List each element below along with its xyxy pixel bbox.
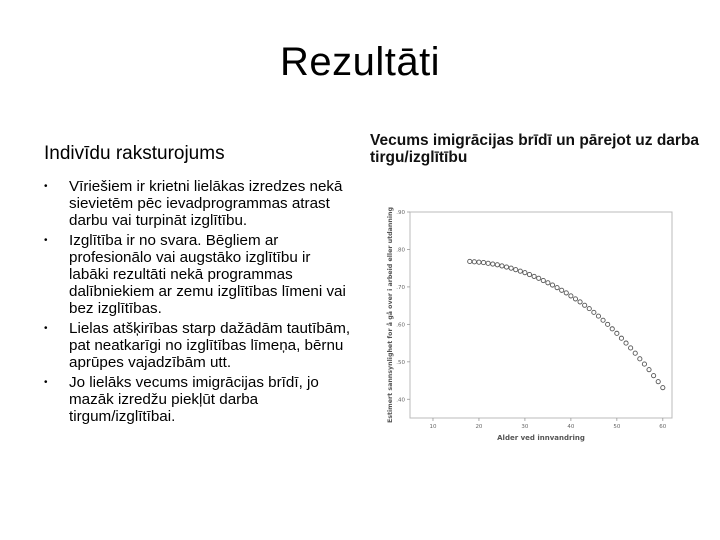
bullet-icon: • [44, 377, 48, 388]
x-tick-label: 50 [613, 424, 621, 430]
chart-heading: Vecums imigrācijas brīdī un pārejot uz darba tirgu/izglītību [370, 132, 700, 166]
data-point [527, 272, 531, 276]
data-point [642, 362, 646, 366]
data-point [564, 291, 568, 295]
data-point [592, 310, 596, 314]
data-point [615, 331, 619, 335]
data-point [661, 386, 665, 390]
data-point [638, 357, 642, 361]
list-item [44, 178, 354, 229]
data-point [629, 346, 633, 350]
x-tick-label: 30 [521, 424, 529, 430]
bullet-text: Lielas atšķirības starp dažādām tautībām, pat neatkarīgi no izglītības līmeņa, bērnu aprūpes vajadzībām utt. [69, 320, 351, 371]
data-point [573, 297, 577, 301]
data-point [578, 300, 582, 304]
data-point [514, 268, 518, 272]
bullet-icon: • [44, 181, 48, 192]
scatter-chart [380, 202, 680, 452]
data-point [500, 264, 504, 268]
data-point [633, 351, 637, 355]
x-tick-label: 10 [429, 424, 437, 430]
data-point [532, 274, 536, 278]
data-point [587, 307, 591, 311]
data-point [518, 269, 522, 273]
data-point [523, 271, 527, 275]
data-point [596, 314, 600, 318]
x-tick-label: 40 [567, 424, 575, 430]
data-point [569, 294, 573, 298]
bullet-icon: • [44, 235, 48, 246]
data-point [555, 286, 559, 290]
data-point [606, 322, 610, 326]
bullet-text: Jo lielāks vecums imigrācijas brīdī, jo mazāk izredžu piekļūt darba tirgum/izglītībai. [69, 374, 319, 425]
data-point [546, 281, 550, 285]
data-point [583, 303, 587, 307]
data-point [619, 336, 623, 340]
bullet-text: Vīriešiem ir krietni lielākas izredzes nekā sievietēm pēc ievadprogrammas atrast darbu vai turpināt izglītību. [69, 178, 343, 229]
x-axis-label: Alder ved innvandring [497, 434, 585, 442]
bullet-list [44, 178, 354, 428]
bullet-icon: • [44, 323, 48, 334]
x-tick-label: 60 [659, 424, 667, 430]
y-tick-label: .50 [396, 359, 405, 366]
y-tick-label: .80 [396, 247, 405, 254]
data-point [647, 368, 651, 372]
data-point [468, 259, 472, 263]
data-point [495, 263, 499, 267]
x-tick-label: 20 [475, 424, 483, 430]
left-heading: Indivīdu raksturojums [44, 143, 225, 164]
list-item [44, 232, 354, 317]
y-axis-label: Estimert sannsynlighet for å gå over i arbeid eller utdanning [387, 206, 394, 424]
data-point [537, 276, 541, 280]
data-point [550, 283, 554, 287]
y-tick-label: .60 [396, 322, 405, 329]
data-point [486, 261, 490, 265]
y-tick-label: .90 [396, 210, 405, 216]
y-tick-label: .40 [396, 397, 405, 404]
list-item [44, 374, 354, 425]
data-point [509, 266, 513, 270]
data-point [652, 374, 656, 378]
data-point [624, 341, 628, 345]
y-tick-label: .70 [396, 284, 405, 291]
data-point [560, 288, 564, 292]
slide-title: Rezultāti [279, 40, 441, 84]
data-point [610, 327, 614, 331]
data-point [481, 260, 485, 264]
data-point [491, 262, 495, 266]
data-point [504, 265, 508, 269]
data-point [601, 318, 605, 322]
data-point [541, 278, 545, 282]
data-point [477, 260, 481, 264]
list-item [44, 320, 354, 371]
data-point [656, 380, 660, 384]
data-point [472, 260, 476, 264]
bullet-text: Izglītība ir no svara. Bēgliem ar profesionālo vai augstāko izglītību ir labāki rezultāti nekā programmas dalībniekiem ar zemu izglītības līmeni vai bez izglītības. [69, 232, 346, 317]
plot-area [410, 212, 672, 418]
